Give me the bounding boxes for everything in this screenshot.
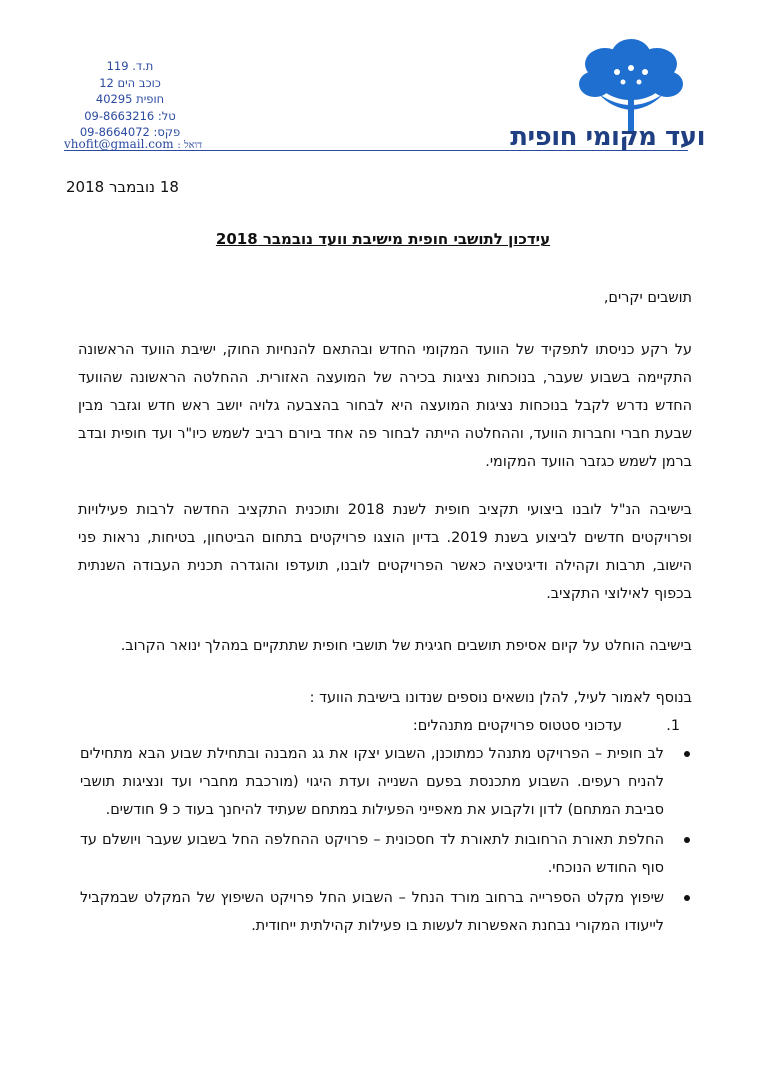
paragraph-residents-assembly: בישיבה הוחלט על קיום אסיפת תושבים חגיגית של תושבי חופית שתתקיים במהלך ינואר הקרוב. bbox=[120, 638, 692, 654]
list-item bbox=[80, 884, 692, 940]
paragraph-committee-election: על רקע כניסתו לתפקיד של הוועד המקומי החדש ובהתאם להנחיות החוק, ישיבת הוועד הראשונה התקיימה בשבוע שעבר, בנוכחות נציגות בכירה של המועצה האזורית. ההחלטה הראשונה שהוועד החדש נדרש לקבל בנוכחות נציגות המועצה היא לבחור בהצבעה גלויה יושב ראש חדש וגזבר מבין שבעת חברי וחברות הוועד, וההחלטה הייתה לבחור פה אחד ביורם רביב לשמש כיו"ר ועד חופית ובדב ברמן לשמש כגזבר הוועד המקומי. bbox=[78, 342, 692, 470]
email-address[interactable]: vhofit@gmail.com bbox=[64, 137, 174, 151]
letter-date: 18 נובמבר 2018 bbox=[66, 178, 179, 196]
list-item-text: החלפת תאורת הרחובות לתאורת לד חסכונית – פרויקט ההחלפה החל בשבוע שעבר ויושלם עד סוף החודש הנוכחי. bbox=[80, 832, 664, 876]
bullet-icon bbox=[684, 837, 690, 843]
numbered-item-number: 1. bbox=[666, 718, 680, 734]
list-item bbox=[80, 826, 692, 882]
letterhead-divider bbox=[64, 150, 688, 151]
letterhead-logo bbox=[455, 38, 705, 158]
paragraph-budget: בישיבה הנ"ל לובנו ביצועי תקציב חופית לשנת 2018 ותוכנית התקציב החדשה לרבות פעילויות ופרויקטים חדשים לביצוע בשנת 2019. בדיון הוצגו פרויקטים בתחום הביטחון, בטיחות, נראות פני הישוב, תרבות וקהילה ודיגיטציה כאשר הפרויקטים לובנו, תועדפו והוגדרה תכנית העבודה השנתית בכפוף לאילוצי התקציב. bbox=[78, 502, 692, 602]
bullet-icon bbox=[684, 895, 690, 901]
address-fax: פקס: 09-8664072 bbox=[79, 125, 181, 139]
address-block bbox=[60, 58, 200, 141]
bullet-icon bbox=[684, 751, 690, 757]
numbered-item-text: עדכוני סטטוס פרויקטים מתנהלים: bbox=[412, 718, 622, 734]
letter-subject: עידכון לתושבי חופית מישיבת וועד נובמבר 2018 bbox=[215, 230, 551, 248]
org-name: ועד מקומי חופית bbox=[510, 122, 705, 152]
address-street: כוכב הים 12 bbox=[99, 75, 161, 90]
address-city: חופית 40295 bbox=[95, 92, 165, 106]
paragraph-additional-topics: בנוסף לאמור לעיל, להלן נושאים נוספים שנדונו בישיבת הוועד : bbox=[309, 690, 692, 706]
list-item-text: לב חופית – הפרויקט מתנהל כמתוכנן, השבוע יצקו את גג המבנה ובתחילת שבוע הבא מתחילים להניח רעפים. השבוע מתכנסת בפעם השנייה ועדת היגוי (מורכבת מחברי ועד ונציגות תושבי סביבת המתחם) לדון ולקבוע את מאפייני הפעילות במתחם שעתיד להיחנך בעוד כ 9 חודשים. bbox=[80, 746, 664, 818]
greeting: תושבים יקרים, bbox=[603, 290, 692, 306]
email-label: דואל : bbox=[177, 140, 203, 151]
project-status-list bbox=[80, 740, 692, 942]
address-phone: טל: 09-8663216 bbox=[84, 108, 176, 123]
list-item-text: שיפוץ מקלט הספרייה ברחוב מורד הנחל – השבוע החל פרויקט השיפוץ של המקלט שבמקביל לייעודו המקורי נבחנת האפשרות לעשות בו פעילות קהילתית ייחודית. bbox=[80, 890, 664, 934]
address-po-box: ת.ד. 119 bbox=[106, 59, 154, 73]
list-item bbox=[80, 740, 692, 824]
